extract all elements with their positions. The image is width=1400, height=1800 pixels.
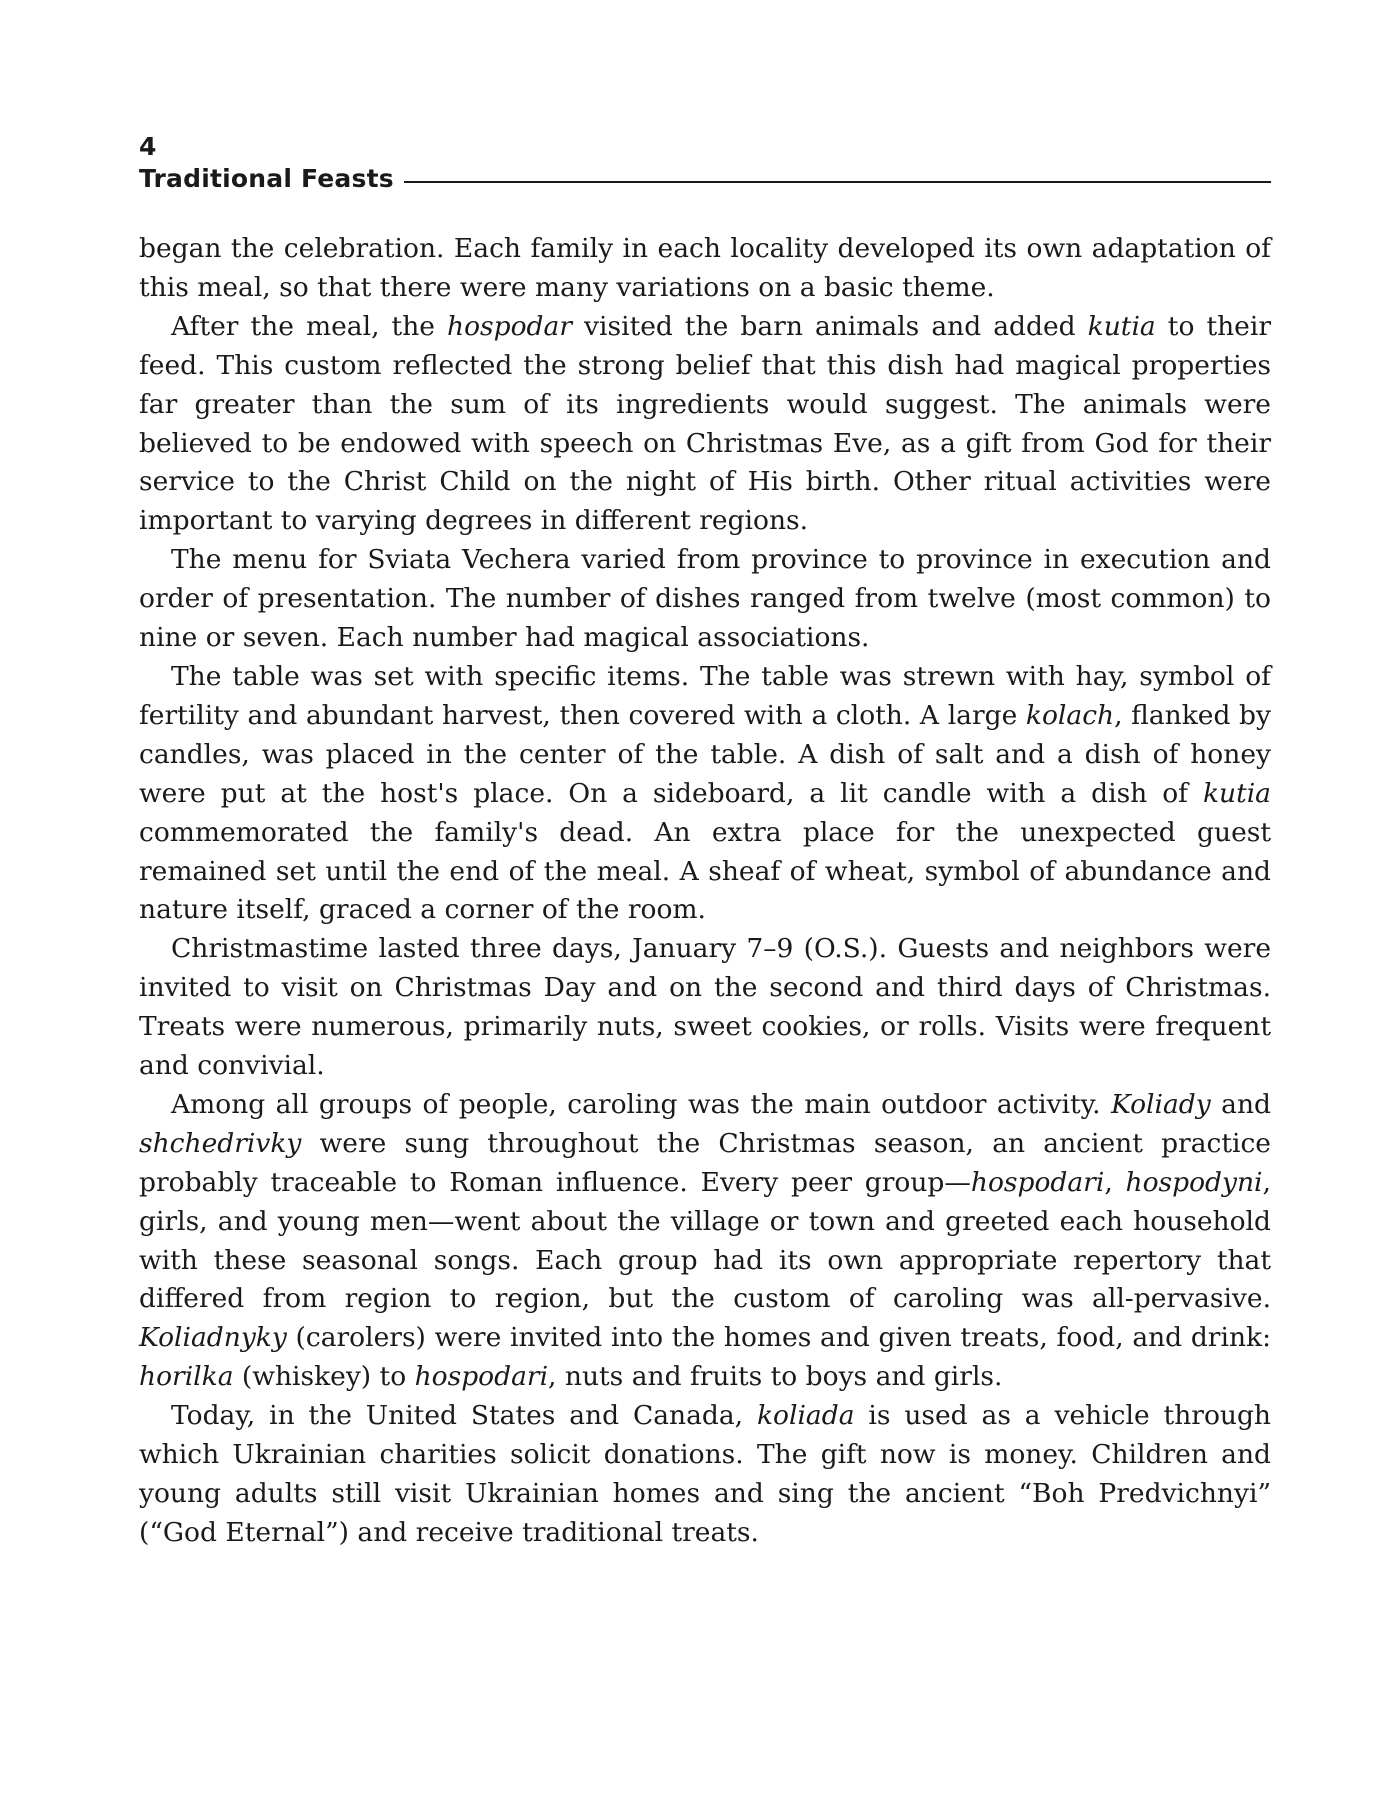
- running-head-line: [139, 164, 1271, 194]
- italic-term: kutia: [1087, 310, 1156, 342]
- paragraph-barn-animals: [139, 308, 1271, 541]
- italic-term: shchedrivky: [139, 1127, 302, 1159]
- paragraph-today: [139, 1397, 1271, 1553]
- text-run: is used as a vehicle through which Ukrainian charities solicit donations. The gift now is money. Children and young adults still visit Ukrainian homes and sing the ancient “Boh Predvichnyi” (“God Eternal”) and receive traditional treats.: [139, 1400, 1271, 1548]
- text-run: The table was set with specific items. The table was strewn with hay, symbol of fertility and abundant harvest, then covered with a cloth. A large: [139, 660, 1271, 731]
- italic-term: horilka: [139, 1361, 234, 1393]
- italic-term: hospodyni: [1125, 1166, 1263, 1198]
- italic-term: kutia: [1202, 777, 1271, 809]
- italic-term: Koliadnyky: [139, 1322, 287, 1354]
- text-run: Christmastime lasted three days, January 7–9 (O.S.). Guests and neighbors were invited to visit on Christmas Day and on the second and third days of Christmas. Treats were numerous, primarily nuts, sweet cookies, or rolls. Visits were frequent and convivial.: [139, 933, 1271, 1082]
- text-run: began the celebration. Each family in each locality developed its own adaptation of this meal, so that there were many variations on a basic theme.: [139, 233, 1271, 303]
- text-run: , girls, and young men—went about the village or town and greeted each household with these seasonal songs. Each group had its own appropriate repertory that differed from region to region, but the custom of caroling was all-pervasive.: [139, 1166, 1271, 1315]
- text-run: Today, in the United States and Canada,: [171, 1400, 757, 1432]
- italic-term: koliada: [756, 1400, 855, 1432]
- page-number: 4: [139, 132, 157, 161]
- text-run: visited the barn animals and added: [572, 310, 1088, 342]
- text-run: to their feed. This custom reflected the strong belief that this dish had magical properties far greater than the sum of its ingredients would suggest. The animals were believed to be endowed with speech on Christmas Eve, as a gift from God for their service to the Christ Child on the night of His birth. Other ritual activities were important to varying degrees in different regions.: [139, 310, 1271, 537]
- running-head: [139, 133, 1271, 194]
- section-title: Traditional Feasts: [139, 164, 394, 193]
- italic-term: hospodari: [414, 1361, 549, 1393]
- italic-term: Koliady: [1110, 1088, 1211, 1120]
- paragraph-christmastime: [139, 930, 1271, 1086]
- text-run: (whiskey) to: [233, 1361, 415, 1393]
- text-run: (carolers) were invited into the homes and given treats, food, and drink:: [286, 1322, 1271, 1354]
- text-run: were sung throughout the Christmas season, an ancient practice probably traceable to Roman influence. Every peer group—: [139, 1127, 1271, 1198]
- text-run: The menu for Sviata Vechera varied from province to province in execution and order of presentation. The number of dishes ranged from twelve (most common) to nine or seven. Each number had magical associations.: [139, 544, 1271, 654]
- italic-term: hospodari: [970, 1166, 1105, 1198]
- text-run: , nuts and fruits to boys and girls.: [548, 1361, 1003, 1393]
- text-run: , flanked by candles, was placed in the center of the table. A dish of salt and a dish of honey were put at the host's place. On a sideboard, a lit candle with a dish of: [139, 699, 1271, 809]
- paragraph-menu: [139, 541, 1271, 658]
- italic-term: kolach: [1025, 699, 1115, 731]
- text-run: ,: [1104, 1166, 1126, 1198]
- text-run: After the meal, the: [171, 310, 448, 342]
- paragraph-table-setting: [139, 658, 1271, 930]
- body-text: [139, 230, 1271, 1553]
- text-run: Among all groups of people, caroling was the main outdoor activity.: [171, 1088, 1111, 1120]
- text-run: and: [1210, 1088, 1271, 1120]
- text-run: commemorated the family's dead. An extra place for the unexpected guest remained set until the end of the meal. A sheaf of wheat, symbol of abundance and nature itself, graced a corner of the room.: [139, 816, 1271, 926]
- italic-term: hospodar: [447, 310, 572, 342]
- paragraph-caroling: [139, 1086, 1271, 1397]
- header-rule: [404, 181, 1271, 183]
- paragraph-continued: [139, 230, 1271, 308]
